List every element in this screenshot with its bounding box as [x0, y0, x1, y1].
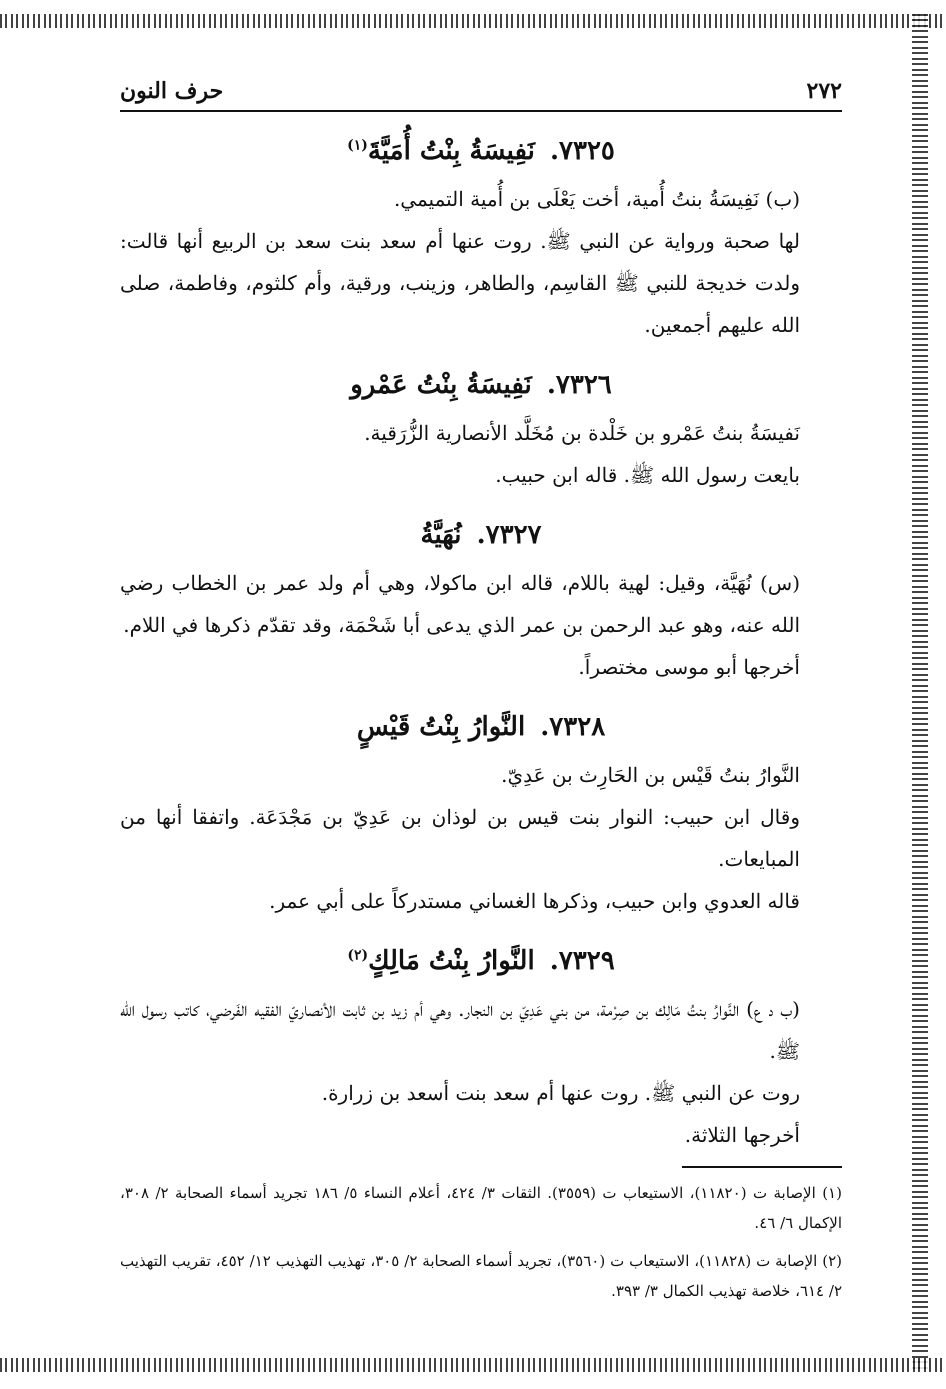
entry [120, 370, 842, 496]
entry [120, 520, 842, 688]
entry-number: ٧٣٢٦. [546, 370, 612, 400]
entry-paragraph: روت عن النبي ﷺ. روت عنها أم سعد بنت أسعد بن زرارة. [321, 1081, 800, 1105]
page-body [120, 70, 842, 1156]
entry-paragraph: أخرجها أبو موسى مختصراً. [578, 655, 800, 679]
entry-title [120, 946, 842, 976]
decorative-border-top [0, 14, 946, 28]
entry-paragraph: (ب) نَفِيسَةُ بنتُ أُمية، أخت يَعْلَى بن أُمية التميمي. [393, 187, 800, 211]
entry-title [120, 136, 842, 166]
footnote: (٢) الإصابة ت (١١٨٢٨)، الاستيعاب ت (٣٥٦٠)، تجريد أسماء الصحابة ٢/ ٣٠٥، تهذيب التهذيب ١٢/ ٤٥٢، تقريب التهذيب ٢/ ٦١٤، خلاصة تهذيب الكمال ٣/ ٣٩٣. [120, 1252, 843, 1300]
entry-title [120, 712, 842, 742]
entry-paragraph: قاله العدوي وابن حبيب، وذكرها الغساني مستدركاً على أبي عمر. [269, 889, 800, 913]
entry-paragraph: أخرجها الثلاثة. [684, 1123, 800, 1147]
page-number: ٢٧٢ [806, 78, 842, 104]
entry [120, 136, 842, 346]
decorative-border-bottom [0, 1358, 946, 1372]
footnotes [120, 1166, 842, 1314]
entry-paragraph: لها صحبة ورواية عن النبي ﷺ. روت عنها أم سعد بنت سعد بن الربيع أنها قالت: ولدت خديجة للنبي ﷺ القاسِم، والطاهر، وزينب، ورقية، وأم كلثوم، وفاطمة، صلى الله عليهم أجمعين. [120, 229, 800, 337]
footnote-ref: (٢) [347, 947, 369, 964]
entry-paragraph: وقال ابن حبيب: النوار بنت قيس بن لوذان بن عَدِيّ بن مَجْدَعَة. واتفقا أنها من المبايعات. [120, 805, 800, 871]
footnote-divider [682, 1166, 842, 1168]
entry-paragraph: بايعت رسول الله ﷺ. قاله ابن حبيب. [495, 463, 800, 487]
entry [120, 712, 842, 922]
entry [120, 946, 842, 1156]
entry-paragraph: النَّوارُ بنتُ قَيْس بن الحَارِث بن عَدِيّ. [501, 763, 800, 787]
entry-title [120, 370, 842, 400]
entry-title [120, 520, 842, 550]
running-header [120, 70, 842, 112]
entry-number: ٧٣٢٧. [476, 520, 542, 550]
footnote-ref: (١) [347, 137, 368, 154]
entry-name: النَّوارُ بِنْتُ مَالِكٍ [368, 946, 535, 976]
entry-name: نُهَيَّةُ [420, 520, 462, 550]
entry-paragraph: (س) نُهَيَّة، وقيل: لهية باللام، قاله ابن ماكولا، وهي أم ولد عمر بن الخطاب رضي الله عنه، وهو عبد الرحمن بن عمر الذي يدعى أبا شَحْمَة، وقد تقدّم ذكرها في اللام. [120, 571, 800, 637]
entry-name: نَفِيسَةُ بِنْتُ عَمْرو [350, 370, 532, 400]
entry-name: نَفِيسَةُ بِنْتُ أُمَيَّةَ [367, 136, 535, 166]
footnote: (١) الإصابة ت (١١٨٢٠)، الاستيعاب ت (٣٥٥٩). الثقات ٣/ ٤٢٤، أعلام النساء ٥/ ١٨٦ تجريد أسماء الصحابة ٢/ ٣٠٨، الإكمال ٦/ ٤٦. [120, 1184, 842, 1232]
entry-number: ٧٣٢٥. [549, 136, 615, 166]
entry-paragraph: (ب د ع) النَّوارُ بنتُ مَالِك بن صِرْمة، من بني عَدِيّ بن النجار. وهي أم زيد بن ثابت الأنصاريّ الفقيه الفَرضي، كاتب رسول الله ﷺ. [120, 997, 800, 1063]
entry-paragraph: نَفيسَةُ بنتُ عَمْرو بن خَلْدة بن مُخَلَّد الأنصارية الزُّرَقية. [364, 421, 800, 445]
entry-name: النَّوارُ بِنْتُ قَيْسٍ [356, 712, 526, 742]
entry-number: ٧٣٢٨. [540, 712, 606, 742]
entry-number: ٧٣٢٩. [549, 946, 615, 976]
chapter-title: حرف النون [120, 78, 224, 104]
decorative-border-right [912, 14, 928, 1372]
